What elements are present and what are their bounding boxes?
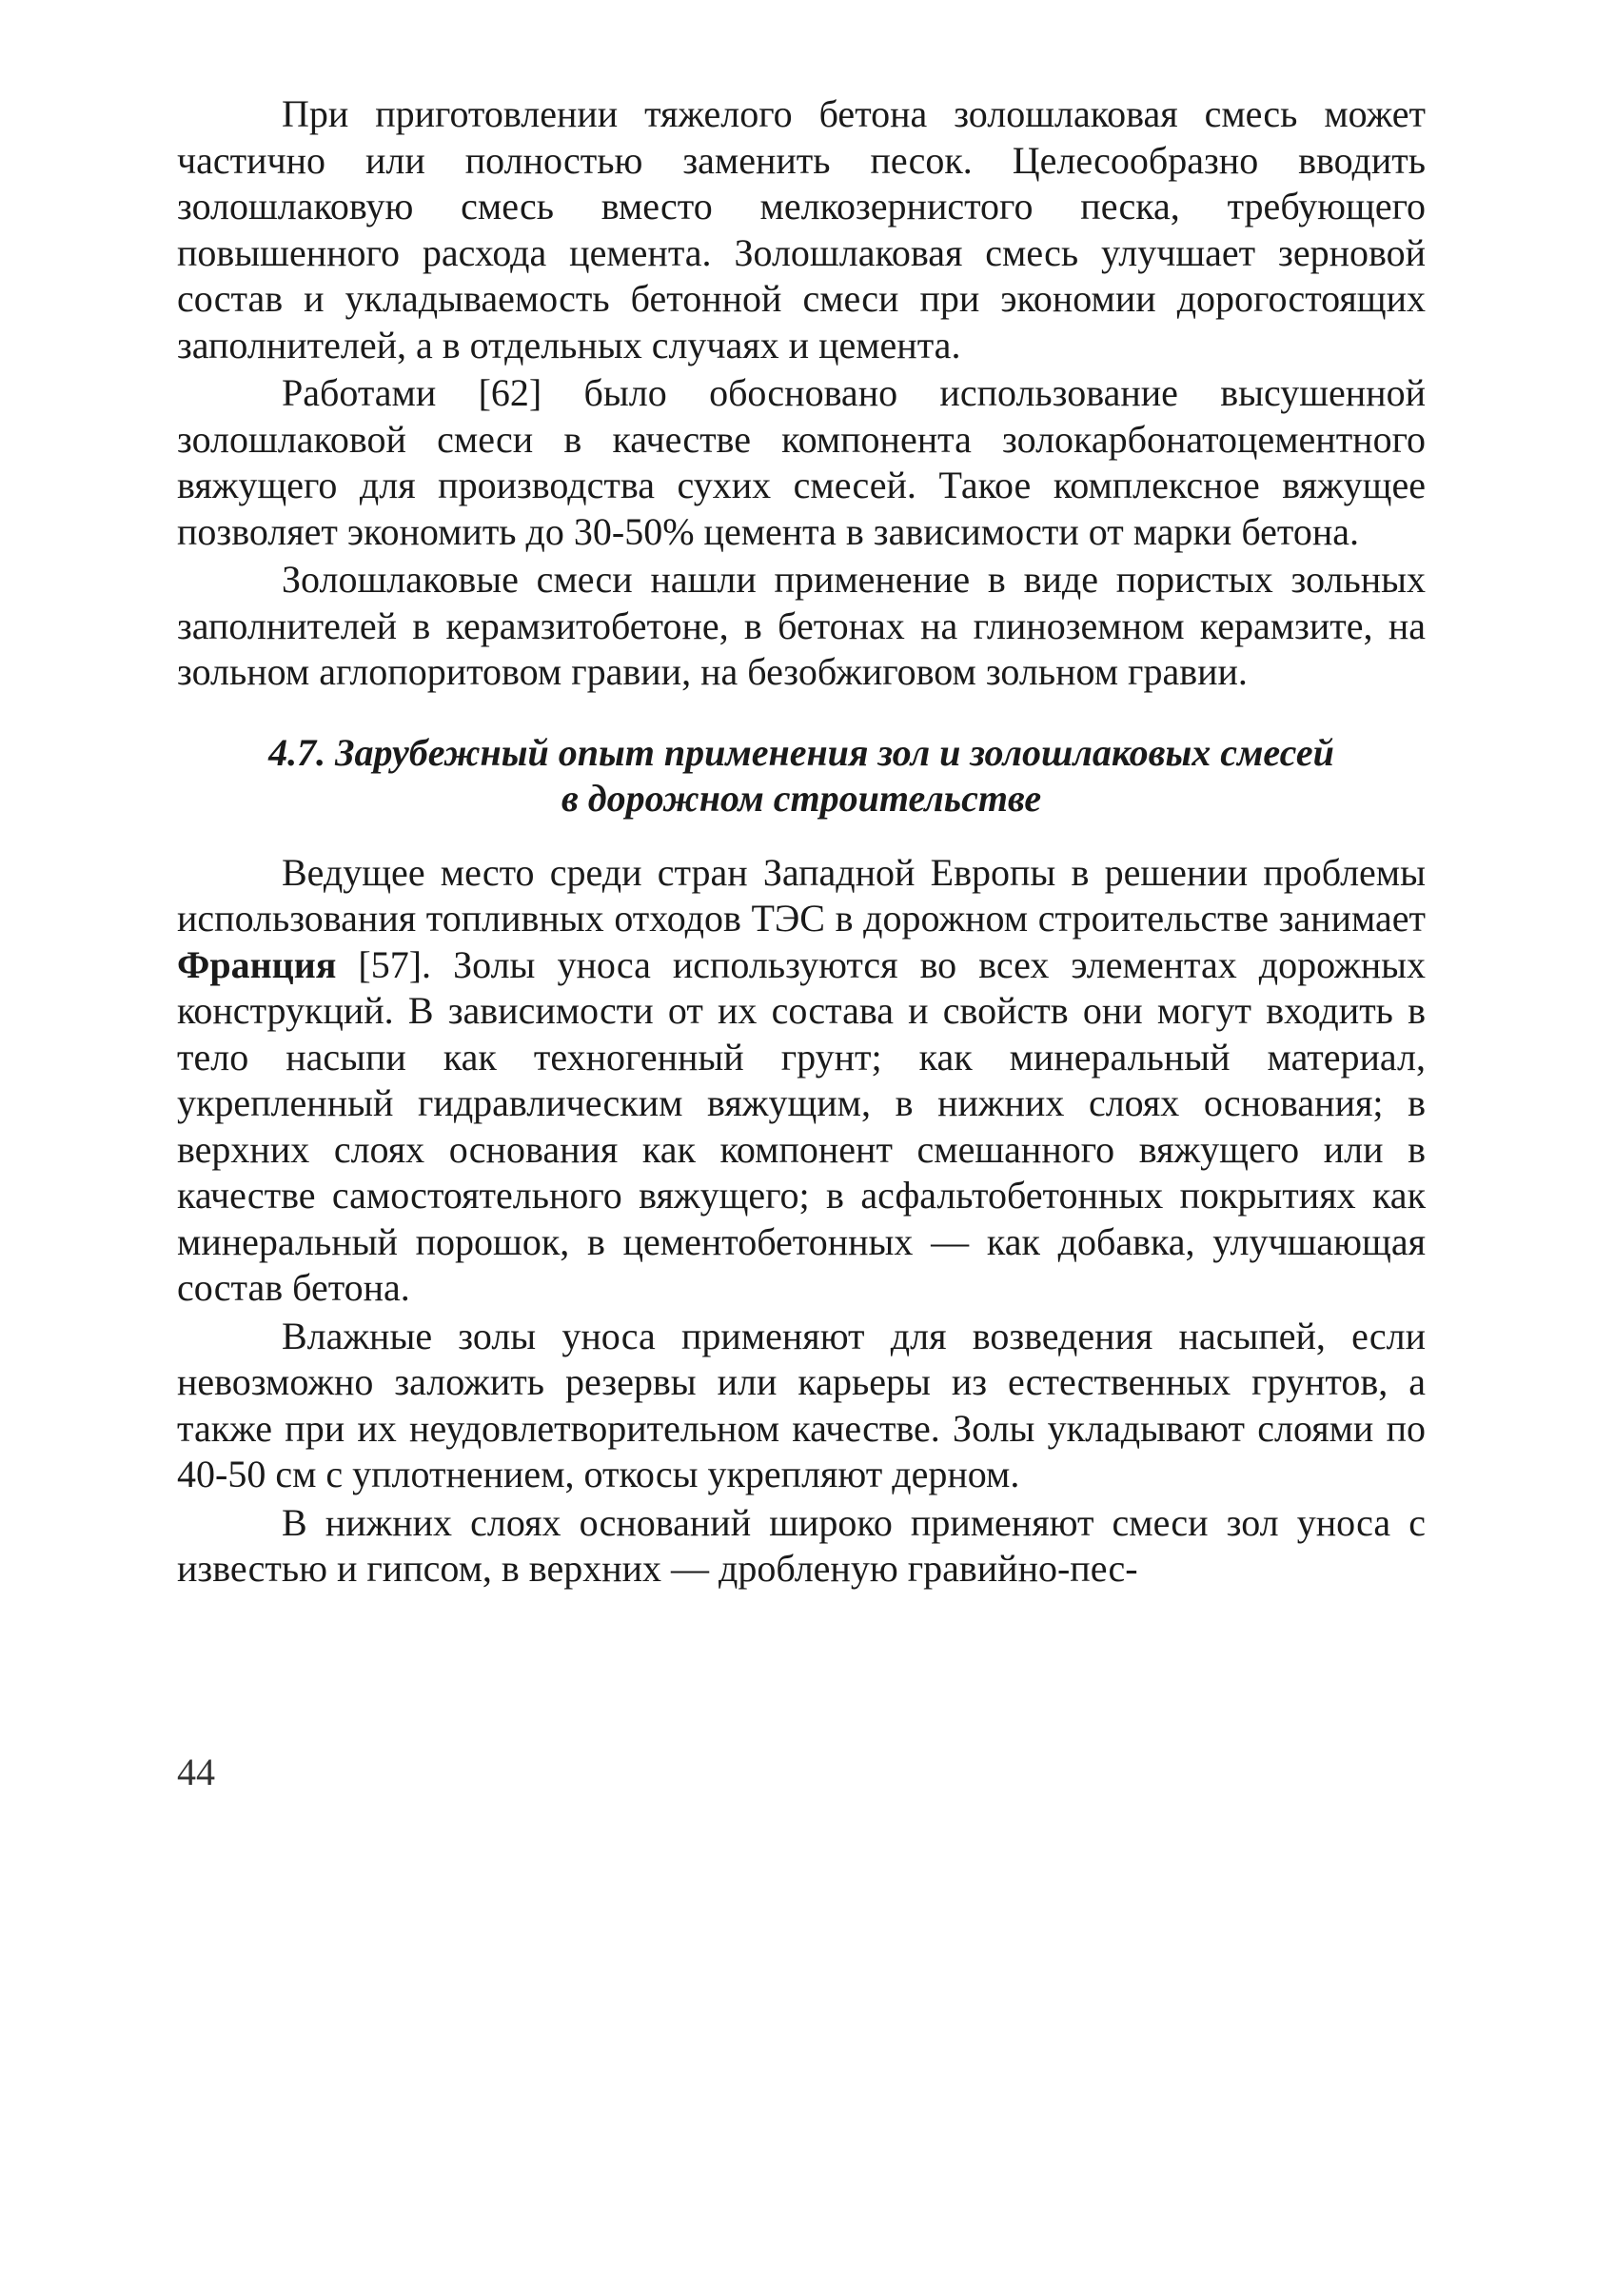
paragraph-france-start: Ведущее место среди стран Западной Европы в решении проблемы использования топливных отходов ТЭС в дорожном строительстве занимает xyxy=(177,850,1426,940)
page-body xyxy=(177,91,1426,1593)
paragraph-heavy-concrete: При приготовлении тяжелого бетона золошлаковая смесь может частично или полностью заменить песок. Целесообразно вводить золошлаковую смесь вместо мелкозернистого песка, требующего повышенного расхода цемента. Золошлаковая смесь улучшает зерновой состав и укладываемость бетонной смеси при экономии дорогостоящих заполнителей, а в отдельных случаях и цемента. xyxy=(177,92,1426,366)
section-heading xyxy=(177,730,1426,821)
page-number: 44 xyxy=(177,1751,215,1793)
paragraph-france-end: [57]. Золы уноса используются во всех элементах дорожных конструкций. В зависимости от их состава и свойств они могут входить в тело насыпи как техногенный грунт; как минеральный материал, укрепленный гидравлическим вяжущим, в нижних слоях основания; в верхних слоях основания как компонент смешанного вяжущего или в качестве самостоятельного вяжущего; в асфальтобетонных покрытиях как минеральный порошок, в цементобетонных — как добавка, улучшающая состав бетона. xyxy=(177,942,1426,1309)
section-heading-line-1: 4.7. Зарубежный опыт применения зол и золошлаковых смесей xyxy=(268,730,1334,774)
country-name-bold: Франция xyxy=(177,942,337,986)
paragraph-embankments: Влажные золы уноса применяют для возведения насыпей, если невозможно заложить резервы или карьеры из естественных грунтов, а также при их неудовлетворительном качестве. Золы укладывают слоями по 40-50 см с уплотнением, откосы укрепляют дерном. xyxy=(177,1314,1426,1495)
section-heading-line-2: в дорожном строительстве xyxy=(561,776,1042,820)
paragraph-porous-aggregates: Золошлаковые смеси нашли применение в виде пористых зольных заполнителей в керамзитобетоне, в бетонах на глиноземном керамзите, на зольном аглопоритовом гравии, на безобжиговом зольном гравии. xyxy=(177,558,1426,693)
paragraph-ash-binder: Работами [62] было обосновано использование высушенной золошлаковой смеси в качестве компонента золокарбонатоцементного вяжущего для производства сухих смесей. Такое комплексное вяжущее позволяет экономить до 30-50% цемента в зависимости от марки бетона. xyxy=(177,371,1426,553)
paragraph-france xyxy=(177,850,1426,1312)
paragraph-base-layers: В нижних слоях оснований широко применяют смеси зол уноса с известью и гипсом, в верхних — дробленую гравийно-пес- xyxy=(177,1500,1426,1590)
